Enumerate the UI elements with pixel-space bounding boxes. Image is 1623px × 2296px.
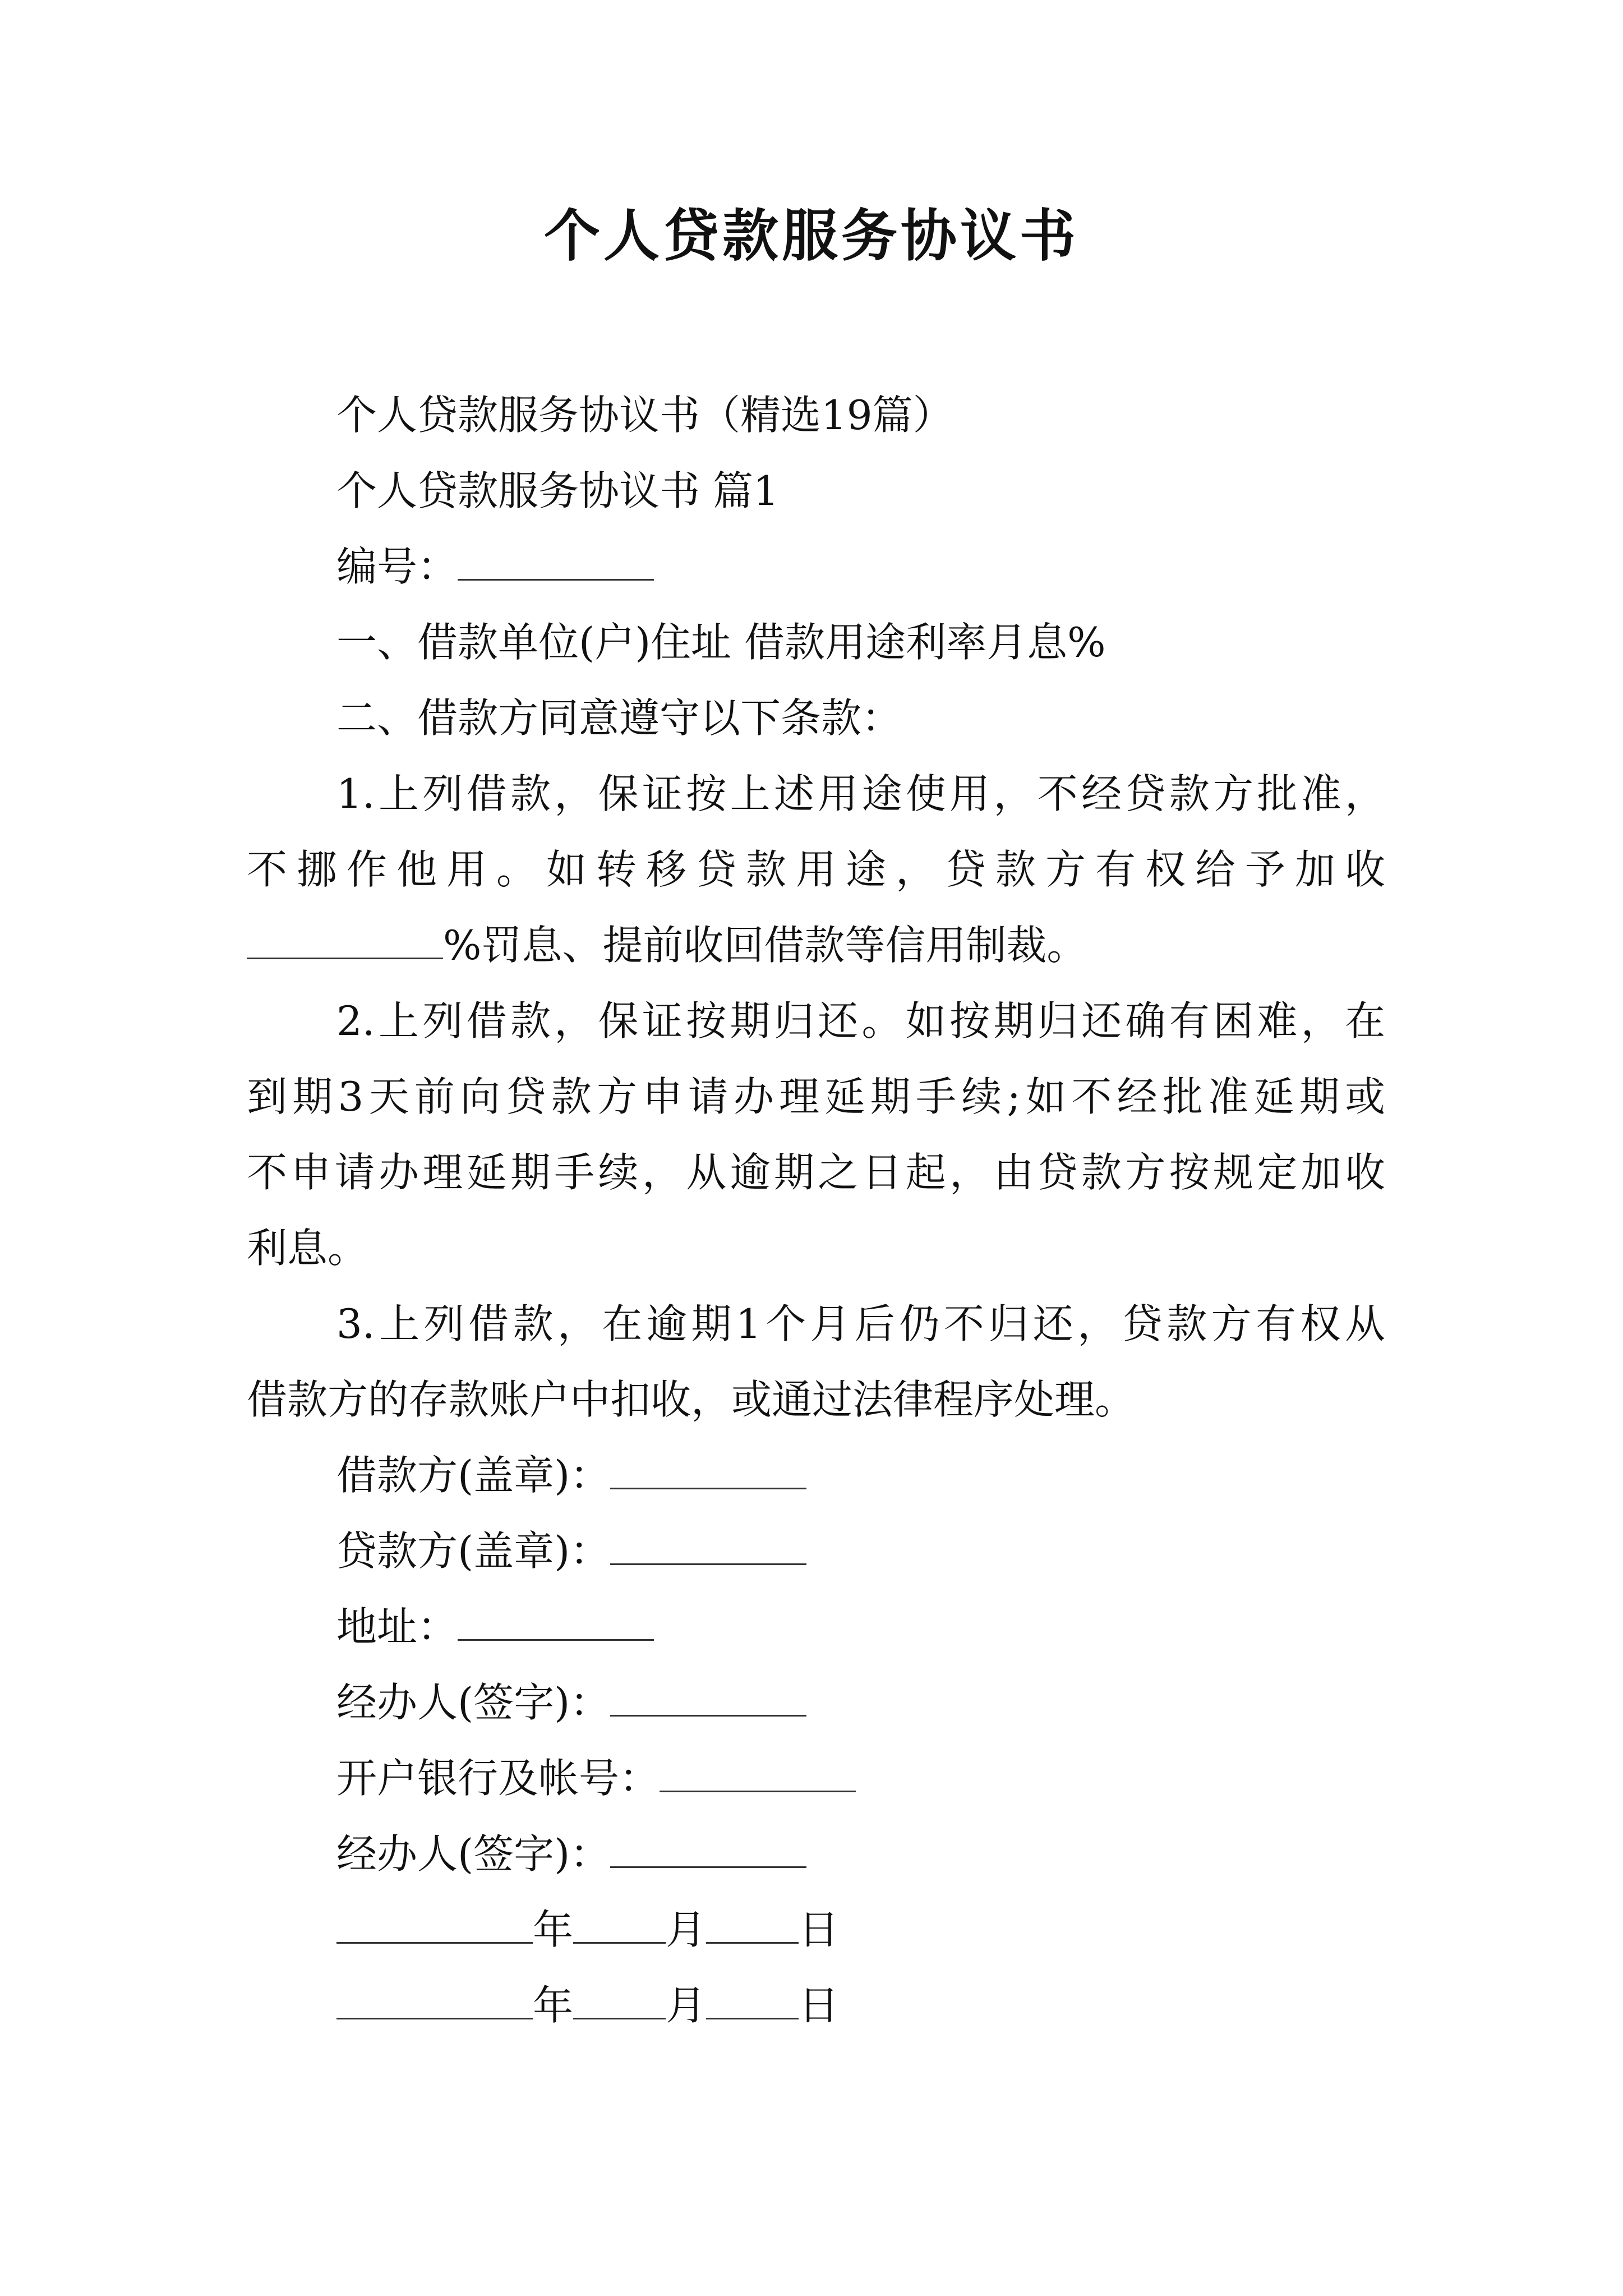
year-label: 年 — [533, 1906, 574, 1953]
clause-2: 二、借款方同意遵守以下条款： — [336, 694, 902, 742]
day-label: 日 — [799, 1982, 840, 2029]
day-blank — [706, 1941, 799, 1944]
borrower-seal-blank — [610, 1487, 806, 1489]
month-blank — [573, 2017, 666, 2019]
clause-1: 一、借款单位(户)住址 借款用途利率月息% — [336, 619, 1106, 666]
day-blank — [706, 2017, 799, 2019]
lender-seal-blank — [610, 1563, 806, 1565]
bank-account-blank — [660, 1790, 856, 1792]
year-label: 年 — [533, 1982, 574, 2029]
number-label: 编号： — [336, 543, 458, 590]
month-label: 月 — [666, 1982, 707, 2029]
item1-line2: 不挪作他用。如转移贷款用途，贷款方有权给予加收 — [247, 846, 1385, 893]
item3-line1: 3.上列借款，在逾期1个月后仍不归还，贷款方有权从 — [336, 1300, 1385, 1347]
lender-seal-label: 贷款方(盖章)： — [336, 1527, 611, 1575]
handler1-field — [336, 1674, 806, 1731]
month-label: 月 — [666, 1906, 707, 1953]
lender-seal-field — [336, 1523, 806, 1579]
year-blank — [336, 1941, 533, 1944]
bank-account-field — [336, 1750, 856, 1806]
item1-line3 — [247, 917, 1087, 973]
document-title: 个人贷款服务协议书 — [544, 203, 1079, 269]
chapter-heading: 个人贷款服务协议书 篇1 — [336, 467, 779, 514]
borrower-seal-field — [336, 1447, 806, 1503]
year-blank — [336, 2017, 533, 2019]
item2-line3: 不申请办理延期手续，从逾期之日起，由贷款方按规定加收 — [247, 1149, 1385, 1196]
item1-line3-text: %罚息、提前收回借款等信用制裁。 — [443, 922, 1087, 969]
address-label: 地址： — [336, 1603, 458, 1650]
handler1-label: 经办人(签字)： — [336, 1679, 611, 1726]
date-line-2 — [336, 1977, 839, 2033]
penalty-rate-blank — [247, 957, 443, 959]
bank-account-label: 开户银行及帐号： — [336, 1755, 660, 1802]
item2-line2: 到期3天前向贷款方申请办理延期手续;如不经批准延期或 — [247, 1073, 1385, 1120]
address-blank — [458, 1639, 654, 1641]
day-label: 日 — [799, 1906, 840, 1953]
number-blank — [458, 578, 654, 581]
handler2-label: 经办人(签字)： — [336, 1830, 611, 1878]
date-line-1 — [336, 1902, 839, 1958]
item2-line1: 2.上列借款，保证按期归还。如按期归还确有困难，在 — [336, 997, 1385, 1045]
handler2-blank — [610, 1866, 806, 1868]
handler2-field — [336, 1826, 806, 1882]
item2-line4: 利息。 — [247, 1225, 368, 1272]
handler1-blank — [610, 1714, 806, 1717]
number-field — [336, 539, 654, 595]
item1-line1: 1.上列借款，保证按上述用途使用，不经贷款方批准， — [336, 770, 1385, 817]
month-blank — [573, 1941, 666, 1944]
borrower-seal-label: 借款方(盖章)： — [336, 1452, 611, 1499]
address-field — [336, 1599, 654, 1655]
item3-line2: 借款方的存款账户中扣收，或通过法律程序处理。 — [247, 1376, 1136, 1423]
document-subtitle: 个人贷款服务协议书（精选19篇） — [336, 392, 953, 439]
